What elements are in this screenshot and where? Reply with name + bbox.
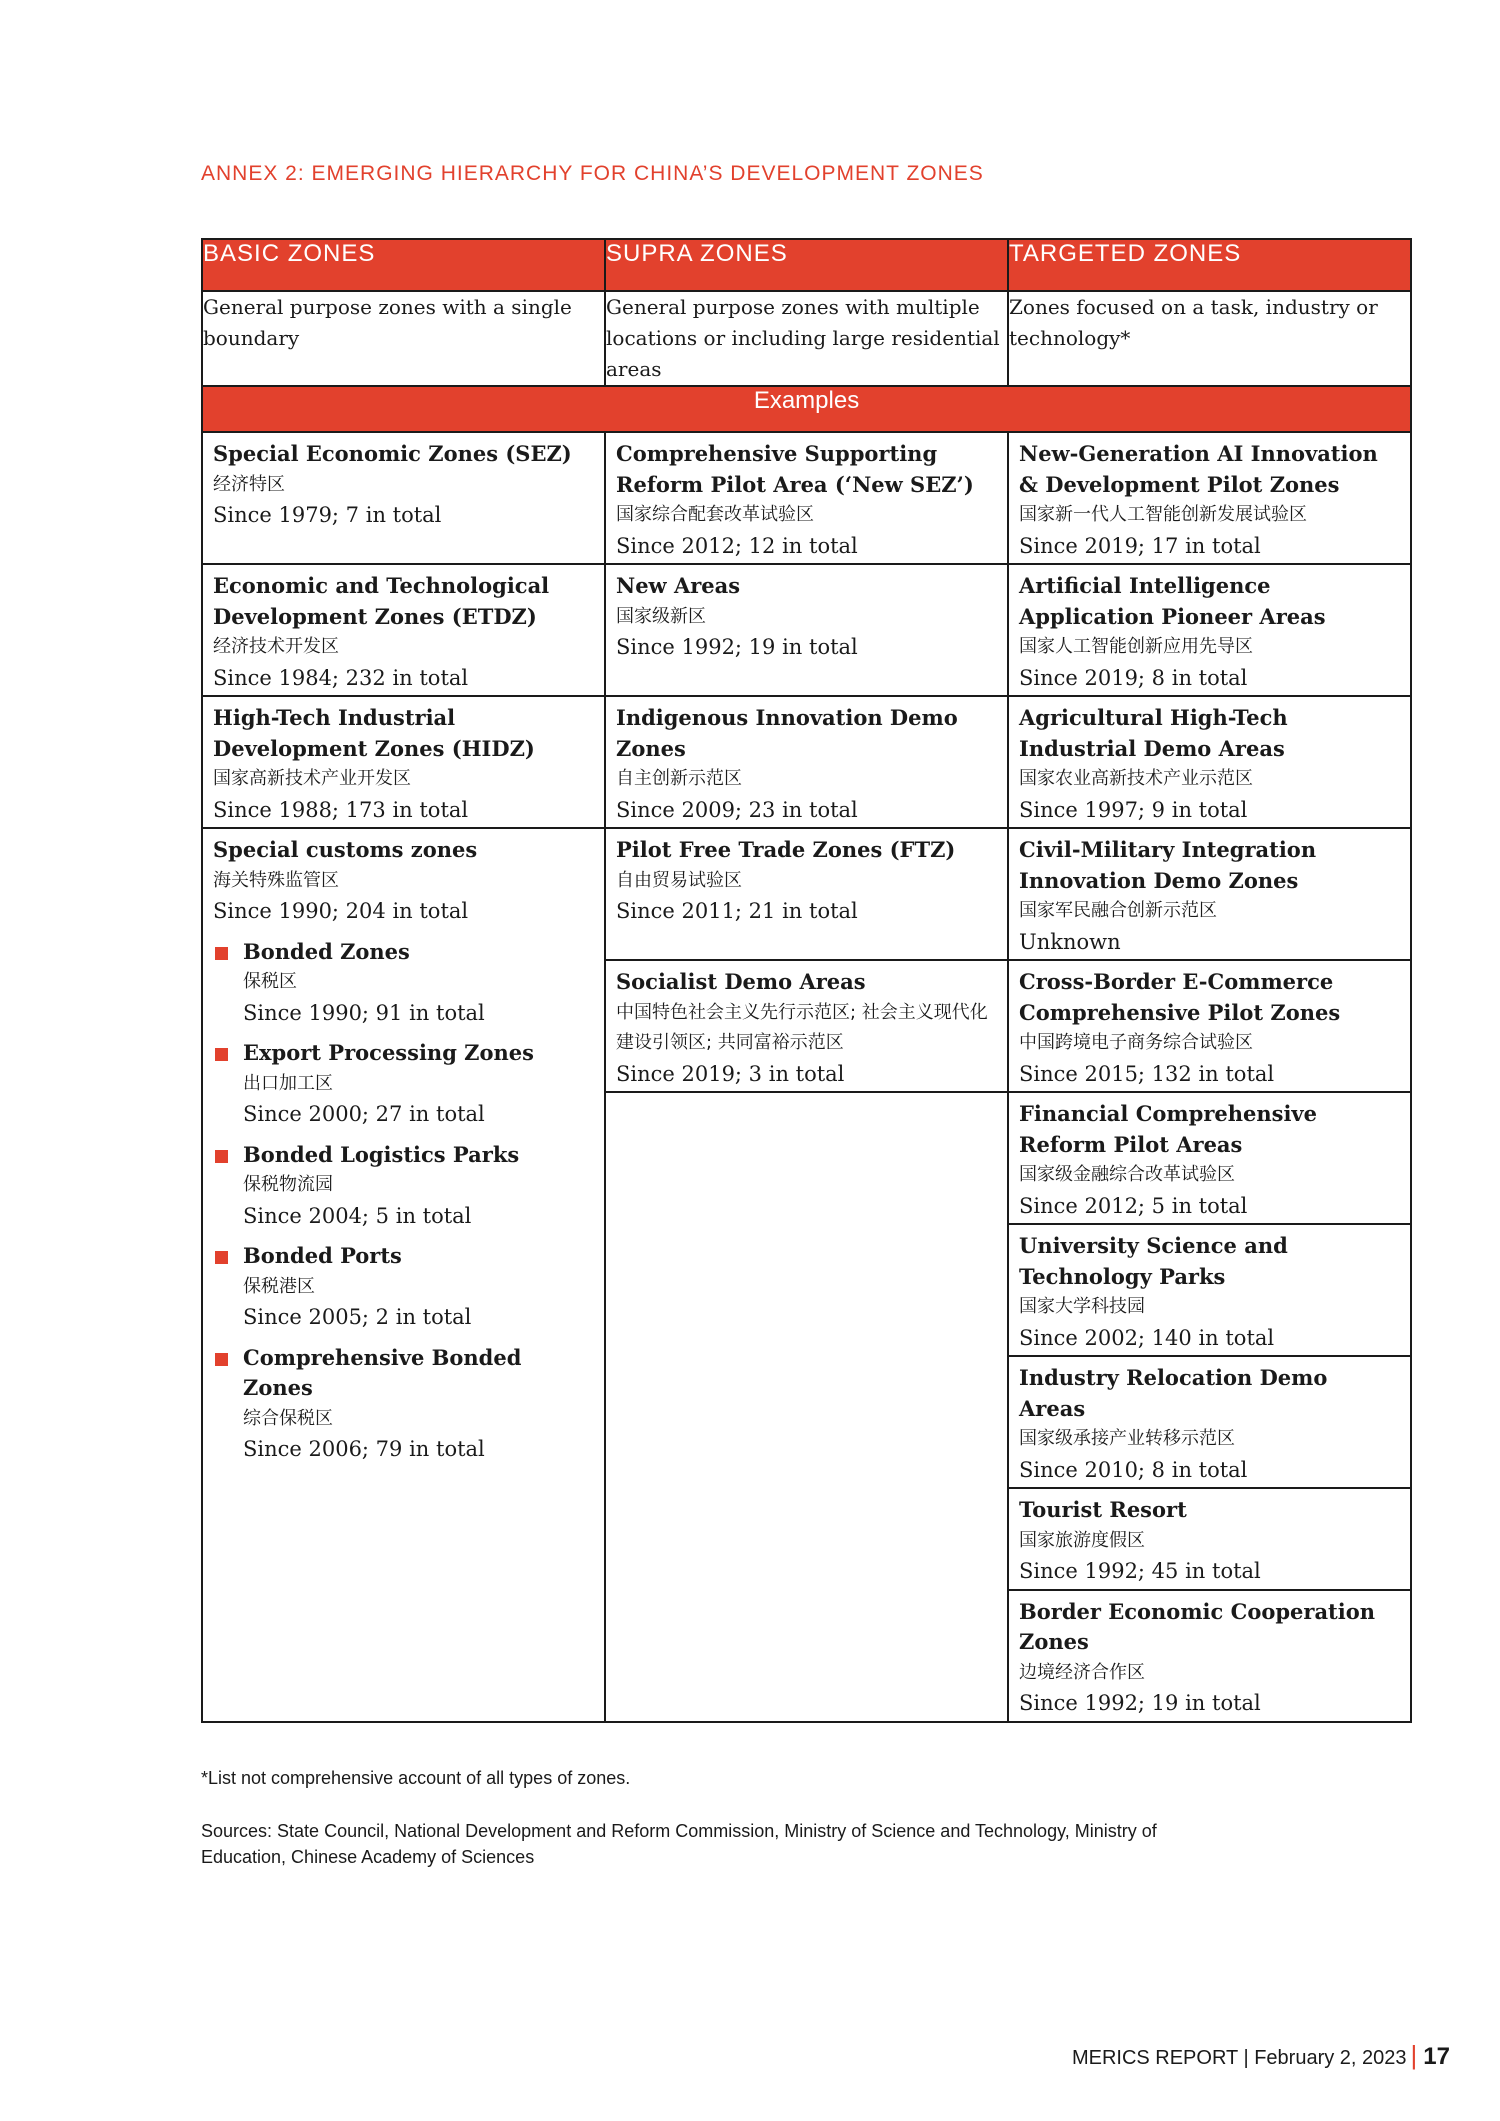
zone-name: Economic and Technological Development Zones (ETDZ) bbox=[213, 573, 550, 629]
sub-zone-chinese-name: 出口加工区 bbox=[243, 1072, 333, 1094]
column-header-supra: SUPRA ZONES bbox=[605, 239, 1008, 291]
report-label: MERICS REPORT | February 2, 2023 bbox=[1071, 2047, 1407, 2069]
zone-since: Since 1988; 173 in total bbox=[213, 797, 469, 822]
zone-name: Border Economic Cooperation Zones bbox=[1019, 1598, 1376, 1654]
empty-cell bbox=[605, 1092, 1008, 1722]
zone-since: Since 2019; 17 in total bbox=[1019, 533, 1261, 558]
zone-chinese-name: 中国特色社会主义先行示范区; 社会主义现代化建设引领区; 共同富裕示范区 bbox=[616, 1001, 988, 1053]
zone-name: Special customs zones bbox=[213, 837, 478, 862]
examples-banner: Examples bbox=[202, 386, 1411, 432]
zone-since: Since 2010; 8 in total bbox=[1019, 1457, 1248, 1482]
column-description-targeted: Zones focused on a task, industry or technology* bbox=[1008, 291, 1411, 386]
bullet-square-icon bbox=[215, 1048, 228, 1061]
zone-cell bbox=[1008, 960, 1411, 1092]
zone-since: Since 2012; 12 in total bbox=[616, 533, 858, 558]
zone-name: Socialist Demo Areas bbox=[616, 969, 866, 994]
sub-zone-chinese-name: 综合保税区 bbox=[243, 1407, 333, 1429]
zone-cell bbox=[1008, 1224, 1411, 1356]
zone-chinese-name: 国家大学科技园 bbox=[1019, 1296, 1145, 1317]
sub-zone-name: Export Processing Zones bbox=[243, 1040, 534, 1065]
zone-cell bbox=[1008, 828, 1411, 960]
zone-chinese-name: 经济技术开发区 bbox=[213, 636, 339, 657]
zone-since: Since 1984; 232 in total bbox=[213, 665, 469, 690]
zone-name: Special Economic Zones (SEZ) bbox=[213, 441, 572, 466]
zone-since: Since 1992; 19 in total bbox=[1019, 1691, 1261, 1715]
zone-name: Pilot Free Trade Zones (FTZ) bbox=[616, 837, 956, 862]
zone-since: Since 2012; 5 in total bbox=[1019, 1193, 1248, 1218]
sub-zone-chinese-name: 保税区 bbox=[243, 971, 297, 992]
sub-zone-since: Since 2005; 2 in total bbox=[243, 1305, 472, 1329]
zone-since: Since 1992; 19 in total bbox=[616, 635, 858, 659]
zone-since: Since 1979; 7 in total bbox=[213, 503, 442, 527]
column-description-supra: General purpose zones with multiple locations or including large residential areas bbox=[605, 291, 1008, 386]
zone-cell bbox=[1008, 564, 1411, 696]
zone-cell bbox=[605, 696, 1008, 828]
zone-cell bbox=[1008, 1488, 1411, 1590]
zone-name: University Science and Technology Parks bbox=[1019, 1233, 1288, 1289]
zone-cell-special-customs bbox=[202, 828, 605, 1722]
zone-since: Since 2015; 132 in total bbox=[1019, 1061, 1275, 1086]
footnote: *List not comprehensive account of all types of zones. bbox=[201, 1768, 631, 1788]
zone-chinese-name: 经济特区 bbox=[213, 473, 285, 495]
zone-cell bbox=[605, 432, 1008, 564]
zone-name: High-Tech Industrial Development Zones (HIDZ) bbox=[213, 705, 535, 761]
examples-row bbox=[202, 386, 1411, 432]
zone-name: New-Generation AI Innovation & Development Pilot Zones bbox=[1019, 441, 1378, 497]
zone-since: Since 1992; 45 in total bbox=[1019, 1559, 1261, 1583]
sub-zone-name: Bonded Zones bbox=[243, 938, 410, 964]
zone-cell bbox=[605, 828, 1008, 960]
zone-chinese-name: 海关特殊监管区 bbox=[213, 869, 339, 891]
page-number: 17 bbox=[1423, 2043, 1450, 2070]
column-header-targeted: TARGETED ZONES bbox=[1008, 239, 1411, 291]
zone-chinese-name: 国家高新技术产业开发区 bbox=[213, 768, 411, 789]
zone-since: Since 2009; 23 in total bbox=[616, 797, 858, 822]
zone-cell bbox=[1008, 1356, 1411, 1488]
sub-zone-since: Since 2006; 79 in total bbox=[243, 1437, 485, 1461]
column-header-basic: BASIC ZONES bbox=[202, 239, 605, 291]
sub-zone-item bbox=[213, 1241, 594, 1333]
sub-zone-name: Bonded Ports bbox=[243, 1243, 402, 1268]
zone-cell bbox=[1008, 1092, 1411, 1224]
sub-zone-item bbox=[213, 1140, 594, 1232]
sub-zone-item bbox=[213, 1343, 594, 1465]
description-row bbox=[202, 291, 1411, 386]
zone-cell bbox=[202, 432, 605, 564]
zone-name: New Areas bbox=[616, 573, 741, 598]
sub-zone-item bbox=[213, 937, 594, 1029]
zone-since: Since 2019; 3 in total bbox=[616, 1061, 845, 1086]
zone-name: Cross-Border E-Commerce Comprehensive Pilot Zones bbox=[1019, 969, 1341, 1025]
zone-chinese-name: 国家农业高新技术产业示范区 bbox=[1019, 768, 1253, 789]
zone-name: Comprehensive Supporting Reform Pilot Area (‘New SEZ’) bbox=[616, 441, 974, 497]
table-row bbox=[202, 564, 1411, 696]
sub-zone-item bbox=[213, 1038, 594, 1130]
zone-since: Since 2002; 140 in total bbox=[1019, 1325, 1275, 1350]
zone-since: Unknown bbox=[1019, 929, 1121, 954]
zone-cell bbox=[202, 564, 605, 696]
zone-name: Civil-Military Integration Innovation Demo Zones bbox=[1019, 837, 1317, 893]
sub-zone-chinese-name: 保税物流园 bbox=[243, 1174, 333, 1195]
zone-chinese-name: 自由贸易试验区 bbox=[616, 869, 742, 891]
zone-chinese-name: 国家综合配套改革试验区 bbox=[616, 504, 814, 525]
zone-chinese-name: 自主创新示范区 bbox=[616, 768, 742, 789]
zone-name: Financial Comprehensive Reform Pilot Areas bbox=[1019, 1101, 1317, 1157]
zone-chinese-name: 国家级金融综合改革试验区 bbox=[1019, 1164, 1235, 1185]
zone-since: Since 2019; 8 in total bbox=[1019, 665, 1248, 690]
sources-note: Sources: State Council, National Development and Reform Commission, Ministry of Science and Technology, Ministry of Education, Chinese Academy of Sciences bbox=[201, 1821, 1157, 1867]
zone-chinese-name: 国家人工智能创新应用先导区 bbox=[1019, 636, 1253, 657]
sub-zone-since: Since 2004; 5 in total bbox=[243, 1203, 472, 1228]
zone-chinese-name: 国家新一代人工智能创新发展试验区 bbox=[1019, 504, 1307, 525]
zone-name: Industry Relocation Demo Areas bbox=[1019, 1365, 1328, 1421]
zone-chinese-name: 国家军民融合创新示范区 bbox=[1019, 900, 1217, 921]
zone-chinese-name: 国家旅游度假区 bbox=[1019, 1529, 1145, 1551]
sub-zone-name: Bonded Logistics Parks bbox=[243, 1141, 520, 1167]
zone-chinese-name: 国家级新区 bbox=[616, 605, 706, 627]
sub-zone-since: Since 1990; 91 in total bbox=[243, 1000, 485, 1025]
bullet-square-icon bbox=[215, 947, 228, 960]
zone-cell bbox=[1008, 1590, 1411, 1722]
column-description-basic: General purpose zones with a single boundary bbox=[202, 291, 605, 386]
table-row bbox=[202, 432, 1411, 564]
bullet-square-icon bbox=[215, 1150, 228, 1163]
zone-since: Since 1997; 9 in total bbox=[1019, 797, 1248, 822]
sub-zone-chinese-name: 保税港区 bbox=[243, 1275, 315, 1297]
page-footer bbox=[1072, 2040, 1450, 2071]
page-title: ANNEX 2: EMERGING HIERARCHY FOR CHINA’S DEVELOPMENT ZONES bbox=[201, 162, 984, 185]
table-header-row bbox=[202, 239, 1411, 291]
table-row bbox=[202, 828, 1411, 960]
zone-name: Agricultural High-Tech Industrial Demo Areas bbox=[1019, 705, 1288, 761]
zone-cell bbox=[1008, 696, 1411, 828]
zone-chinese-name: 中国跨境电子商务综合试验区 bbox=[1019, 1032, 1253, 1053]
zone-name: Artificial Intelligence Application Pioneer Areas bbox=[1019, 573, 1326, 629]
zone-cell bbox=[202, 696, 605, 828]
zone-since: Since 1990; 204 in total bbox=[213, 899, 469, 923]
table-row bbox=[202, 696, 1411, 828]
sub-zone-since: Since 2000; 27 in total bbox=[243, 1102, 485, 1126]
zone-chinese-name: 国家级承接产业转移示范区 bbox=[1019, 1428, 1235, 1449]
sub-zone-name: Comprehensive Bonded Zones bbox=[243, 1344, 522, 1400]
zone-name: Tourist Resort bbox=[1019, 1497, 1187, 1522]
bullet-square-icon bbox=[215, 1353, 228, 1366]
footer-divider: | bbox=[1410, 2040, 1418, 2070]
zone-name: Indigenous Innovation Demo Zones bbox=[616, 705, 958, 761]
zones-table bbox=[201, 238, 1412, 1723]
zone-chinese-name: 边境经济合作区 bbox=[1019, 1661, 1145, 1683]
zone-cell bbox=[605, 564, 1008, 696]
bullet-square-icon bbox=[215, 1251, 228, 1264]
zone-cell bbox=[1008, 432, 1411, 564]
zone-cell bbox=[605, 960, 1008, 1092]
zone-since: Since 2011; 21 in total bbox=[616, 899, 858, 923]
